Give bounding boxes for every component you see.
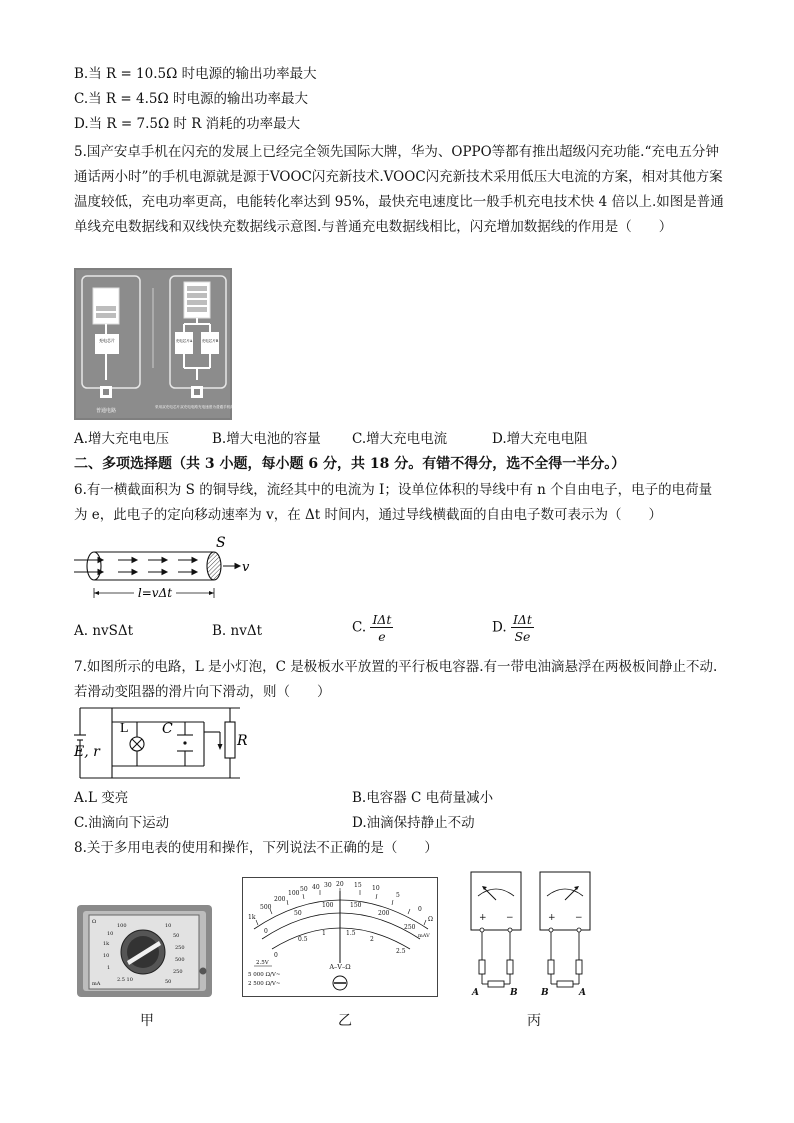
label-length: l=vΔt [137, 586, 173, 600]
left-caption: 普通电路 [95, 408, 117, 414]
label-2-5v: 2.5V [256, 960, 269, 966]
caption-yi: 乙 [338, 1013, 352, 1029]
svg-text:200: 200 [274, 896, 286, 903]
svg-text:−: − [506, 913, 514, 923]
q6-wire-figure [72, 534, 262, 602]
q8-figure-jia-multimeter-dial [77, 905, 212, 997]
svg-text:500: 500 [260, 904, 272, 911]
q7-stem: 7.如图所示的电路，L 是小灯泡，C 是极板水平放置的平行板电容器.有一带电油滴悬浮在两极板间静止不动.若滑动变阻器的滑片向下滑动，则（ ） [74, 659, 718, 700]
svg-text:100: 100 [322, 902, 334, 909]
section-heading: 二、多项选择题（共 3 小题，每小题 6 分，共 18 分。有错不得分，选不全得一半分。） [74, 456, 626, 472]
svg-text:2.5 10: 2.5 10 [117, 977, 133, 983]
svg-text:100: 100 [288, 890, 300, 897]
label-resistor: R [237, 733, 248, 749]
svg-text:+: + [548, 913, 556, 923]
svg-text:10: 10 [107, 931, 114, 937]
probe-a-right: A [579, 988, 586, 998]
svg-text:40: 40 [312, 884, 320, 891]
q6-option-c-fraction: $\frac{\text{IΔt}}{e}$ [372, 612, 392, 644]
q4-option-d: D.当 R = 7.5Ω 时 R 消耗的功率最大 [74, 116, 301, 132]
svg-text:250: 250 [173, 969, 183, 975]
q6-option-b: B. nvΔt [212, 623, 262, 639]
svg-text:2: 2 [370, 936, 374, 943]
right-caption: 采用双充电芯片双充电电路充电速度为普通手机的两倍 [154, 405, 242, 409]
svg-text:10: 10 [372, 885, 380, 892]
meter-center-label: A–V–Ω [329, 963, 351, 971]
q4-option-c: C.当 R = 4.5Ω 时电源的输出功率最大 [74, 91, 308, 107]
svg-text:0: 0 [264, 928, 268, 935]
q4-option-b: B.当 R = 10.5Ω 时电源的输出功率最大 [74, 66, 317, 82]
q7-option-a: A.L 变亮 [74, 790, 129, 806]
svg-text:50: 50 [173, 933, 180, 939]
svg-text:1: 1 [322, 930, 326, 937]
svg-text:50: 50 [300, 886, 308, 893]
svg-text:20: 20 [336, 881, 344, 888]
q6-option-c: C. $\frac{\text{IΔt}}{e}$ [352, 612, 392, 644]
caption-bing: 丙 [527, 1013, 541, 1029]
svg-text:2.5: 2.5 [396, 948, 406, 955]
label-v: v [242, 560, 250, 575]
q5-option-c: C.增大充电电流 [352, 431, 448, 447]
svg-text:Ω: Ω [92, 919, 97, 925]
left-chip-label: 充电芯片 [99, 338, 115, 343]
q5-option-b: B.增大电池的容量 [212, 431, 321, 447]
svg-text:1.5: 1.5 [346, 930, 356, 937]
svg-text:30: 30 [324, 882, 332, 889]
svg-text:10: 10 [103, 953, 110, 959]
q6-option-a: A. nvSΔt [74, 623, 134, 639]
svg-text:15: 15 [354, 882, 362, 889]
svg-text:500: 500 [175, 957, 185, 963]
svg-text:10: 10 [165, 923, 172, 929]
svg-text:100: 100 [117, 923, 127, 929]
svg-text:mA: mA [92, 981, 101, 987]
svg-text:50: 50 [294, 910, 302, 917]
spec-1: 5 000 Ω/V~ [248, 972, 281, 978]
label-lamp: L [120, 721, 129, 736]
q5-charging-figure [74, 268, 242, 420]
q6-option-d: D. $\frac{\text{IΔt}}{Se}$ [492, 612, 532, 644]
q5-option-a: A.增大充电电压 [74, 431, 170, 447]
q8-figure-bing-meters [468, 870, 593, 1000]
label-s: S [216, 535, 226, 551]
q8-stem: 8.关于多用电表的使用和操作，下列说法不正确的是（ ） [74, 840, 438, 856]
right-chip-a-label: 充电芯片A [175, 339, 193, 343]
svg-text:+: + [479, 913, 487, 923]
svg-text:Ω: Ω [428, 916, 433, 923]
svg-text:200: 200 [378, 910, 390, 917]
label-capacitor: C [162, 721, 173, 737]
svg-text:150: 150 [350, 902, 362, 909]
svg-text:0: 0 [418, 906, 422, 913]
label-source: E, r [74, 744, 100, 760]
svg-text:250: 250 [404, 924, 416, 931]
q7-option-d: D.油滴保持静止不动 [352, 815, 475, 831]
q5-option-d: D.增大充电电阻 [492, 431, 588, 447]
q7-option-b: B.电容器 C 电荷量减小 [352, 790, 494, 806]
right-chip-b-label: 充电芯片B [201, 339, 219, 343]
svg-text:1k: 1k [103, 941, 110, 947]
svg-text:0: 0 [274, 952, 278, 959]
probe-b-left: B [510, 988, 518, 998]
svg-text:5: 5 [396, 892, 400, 899]
q7-circuit-figure [72, 702, 252, 784]
q6-stem: 6.有一横截面积为 S 的铜导线，流经其中的电流为 I；设单位体积的导线中有 n 个自由电子，电子的电荷量为 e，此电子的定向移动速率为 v，在 Δt 时间内，通过导线横截面的自由电子数可表示为（ ） [74, 482, 713, 523]
q6-option-d-fraction: $\frac{\text{IΔt}}{Se}$ [512, 612, 532, 644]
caption-jia: 甲 [140, 1013, 154, 1029]
q8-figure-yi-meter-scale [242, 877, 438, 997]
spec-2: 2 500 Ω/V~ [248, 981, 281, 987]
svg-text:−: − [575, 913, 583, 923]
probe-b-right: B [541, 988, 549, 998]
svg-text:1k: 1k [248, 914, 256, 921]
probe-a-left: A [472, 988, 479, 998]
svg-text:1: 1 [107, 965, 111, 971]
svg-text:0.5: 0.5 [298, 936, 308, 943]
svg-text:50: 50 [165, 979, 172, 985]
svg-text:250: 250 [175, 945, 185, 951]
q5-stem: 5.国产安卓手机在闪充的发展上已经完全领先国际大牌，华为、OPPO等都有推出超级闪充功能.“充电五分钟通话两小时”的手机电源就是源于VOOC闪充新技术.VOOC闪充新技术采用低压大电流的方案，相对其他方案温度较低，充电功率更高，电能转化率达到 95%，最快充电速度比一般手机充电技术快 4 倍以上.如图是普通单线充电数据线和双线快充数据线示意图.与普通充电数据线相比，闪充增加数据线的作用是（ ） [74, 144, 724, 235]
label-mav: mAV [418, 933, 430, 939]
q7-option-c: C.油滴向下运动 [74, 815, 170, 831]
